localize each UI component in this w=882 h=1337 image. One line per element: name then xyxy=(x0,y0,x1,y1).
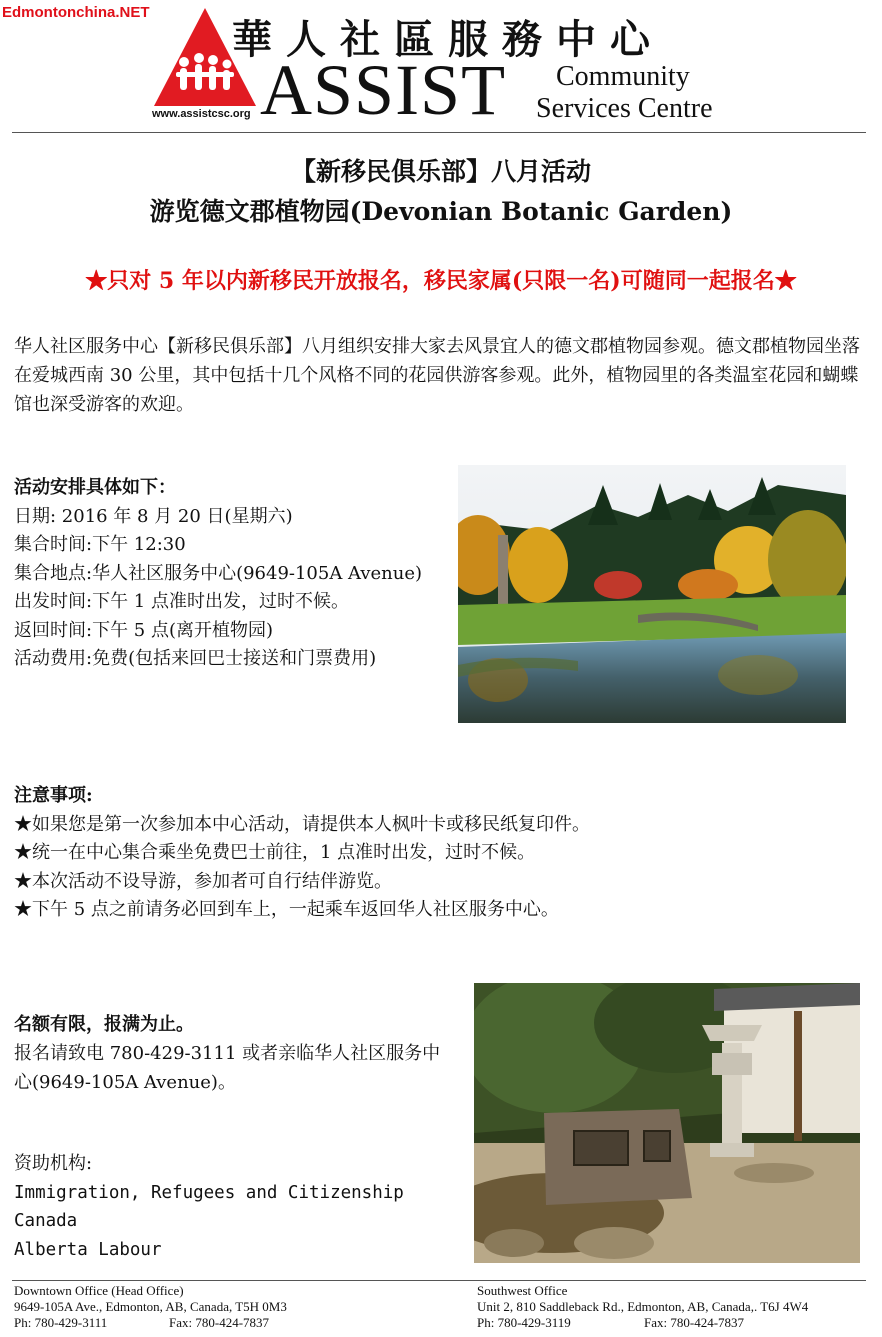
footer-office-fax: Fax: 780-424-7837 xyxy=(644,1315,745,1330)
signup-text: 报名请致电 780-429-3111 或者亲临华人社区服务中心(9649-105A Avenue)。 xyxy=(14,1043,441,1093)
signup-section xyxy=(14,1010,454,1097)
footer-office-address: 9649-105A Ave., Edmonton, AB, Canada, T5H 0M3 xyxy=(14,1299,287,1314)
schedule-gather-place: 集合地点:华人社区服务中心(9649-105A Avenue) xyxy=(14,562,423,584)
footer-office-name: Southwest Office xyxy=(477,1283,568,1298)
logo-assist-wordmark: ASSIST xyxy=(260,50,507,130)
japanese-garden-photo xyxy=(474,983,860,1263)
header-divider xyxy=(12,132,866,133)
schedule-gather-time: 集合时间:下午 12:30 xyxy=(14,534,186,555)
intro-paragraph: 华人社区服务中心【新移民俱乐部】八月组织安排大家去风景宜人的德文郡植物园参观。德文郡植物园坐落在爱城西南 30 公里，其中包括十几个风格不同的花园供游客参观。此外，植物园里的各类温室花园和蝴蝶馆也深受游客的欢迎。 xyxy=(14,336,860,415)
sponsor-section xyxy=(14,1150,454,1264)
schedule-return-time: 返回时间:下午 5 点(离开植物园) xyxy=(14,619,274,641)
schedule-depart-time: 出发时间:下午 1 点准时出发，过时不候。 xyxy=(14,591,349,612)
notes-item: ★统一在中心集合乘坐免费巴士前往，1 点准时出发，过时不候。 xyxy=(14,842,536,863)
sponsor-heading: 资助机构: xyxy=(14,1153,93,1174)
footer-office-fax: Fax: 780-424-7837 xyxy=(169,1315,270,1330)
footer-office-address: Unit 2, 810 Saddleback Rd., Edmonton, AB, Canada,. T6J 4W4 xyxy=(477,1299,809,1314)
footer-office-phone: Ph: 780-429-3111 xyxy=(14,1315,108,1330)
footer-divider xyxy=(12,1280,866,1281)
eligibility-notice: ★只对 5 年以内新移民开放报名，移民家属(只限一名)可随同一起报名★ xyxy=(85,268,797,294)
logo-community-text: Community xyxy=(556,61,690,92)
notes-item: ★本次活动不设导游，参加者可自行结伴游览。 xyxy=(14,870,392,892)
footer-downtown-office xyxy=(14,1283,454,1331)
schedule-fee: 活动费用:免费(包括来回巴士接送和门票费用) xyxy=(14,648,377,669)
logo-url: www.assistcsc.org xyxy=(152,108,251,120)
notes-item: ★如果您是第一次参加本中心活动，请提供本人枫叶卡或移民纸复印件。 xyxy=(14,813,590,835)
sponsor-org-ircc: Immigration, Refugees and Citizenship Canada xyxy=(14,1182,404,1231)
schedule-heading: 活动安排具体如下： xyxy=(14,477,176,498)
schedule-date: 日期: 2016 年 8 月 20 日(星期六) xyxy=(14,505,293,527)
page-subtitle: 游览德文郡植物园(Devonian Botanic Garden) xyxy=(149,197,733,226)
schedule-section xyxy=(14,474,444,674)
notes-section xyxy=(14,782,874,925)
site-watermark: Edmontonchina.NET xyxy=(2,4,150,21)
assist-logo xyxy=(152,6,732,130)
footer-office-phone: Ph: 780-429-3119 xyxy=(477,1315,571,1330)
signup-heading: 名额有限，报满为止。 xyxy=(14,1014,194,1035)
logo-chinese-name: 華人社區服務中心 xyxy=(232,16,664,63)
sponsor-org-alberta: Alberta Labour xyxy=(14,1239,162,1260)
footer-office-name: Downtown Office (Head Office) xyxy=(14,1283,184,1298)
logo-services-centre-text: Services Centre xyxy=(536,93,713,124)
garden-pond-photo xyxy=(458,465,846,723)
notes-heading: 注意事项: xyxy=(14,785,93,806)
footer-southwest-office xyxy=(477,1283,877,1331)
notes-item: ★下午 5 点之前请务必回到车上，一起乘车返回华人社区服务中心。 xyxy=(14,899,559,920)
page-title: 【新移民俱乐部】八月活动 xyxy=(290,157,591,186)
